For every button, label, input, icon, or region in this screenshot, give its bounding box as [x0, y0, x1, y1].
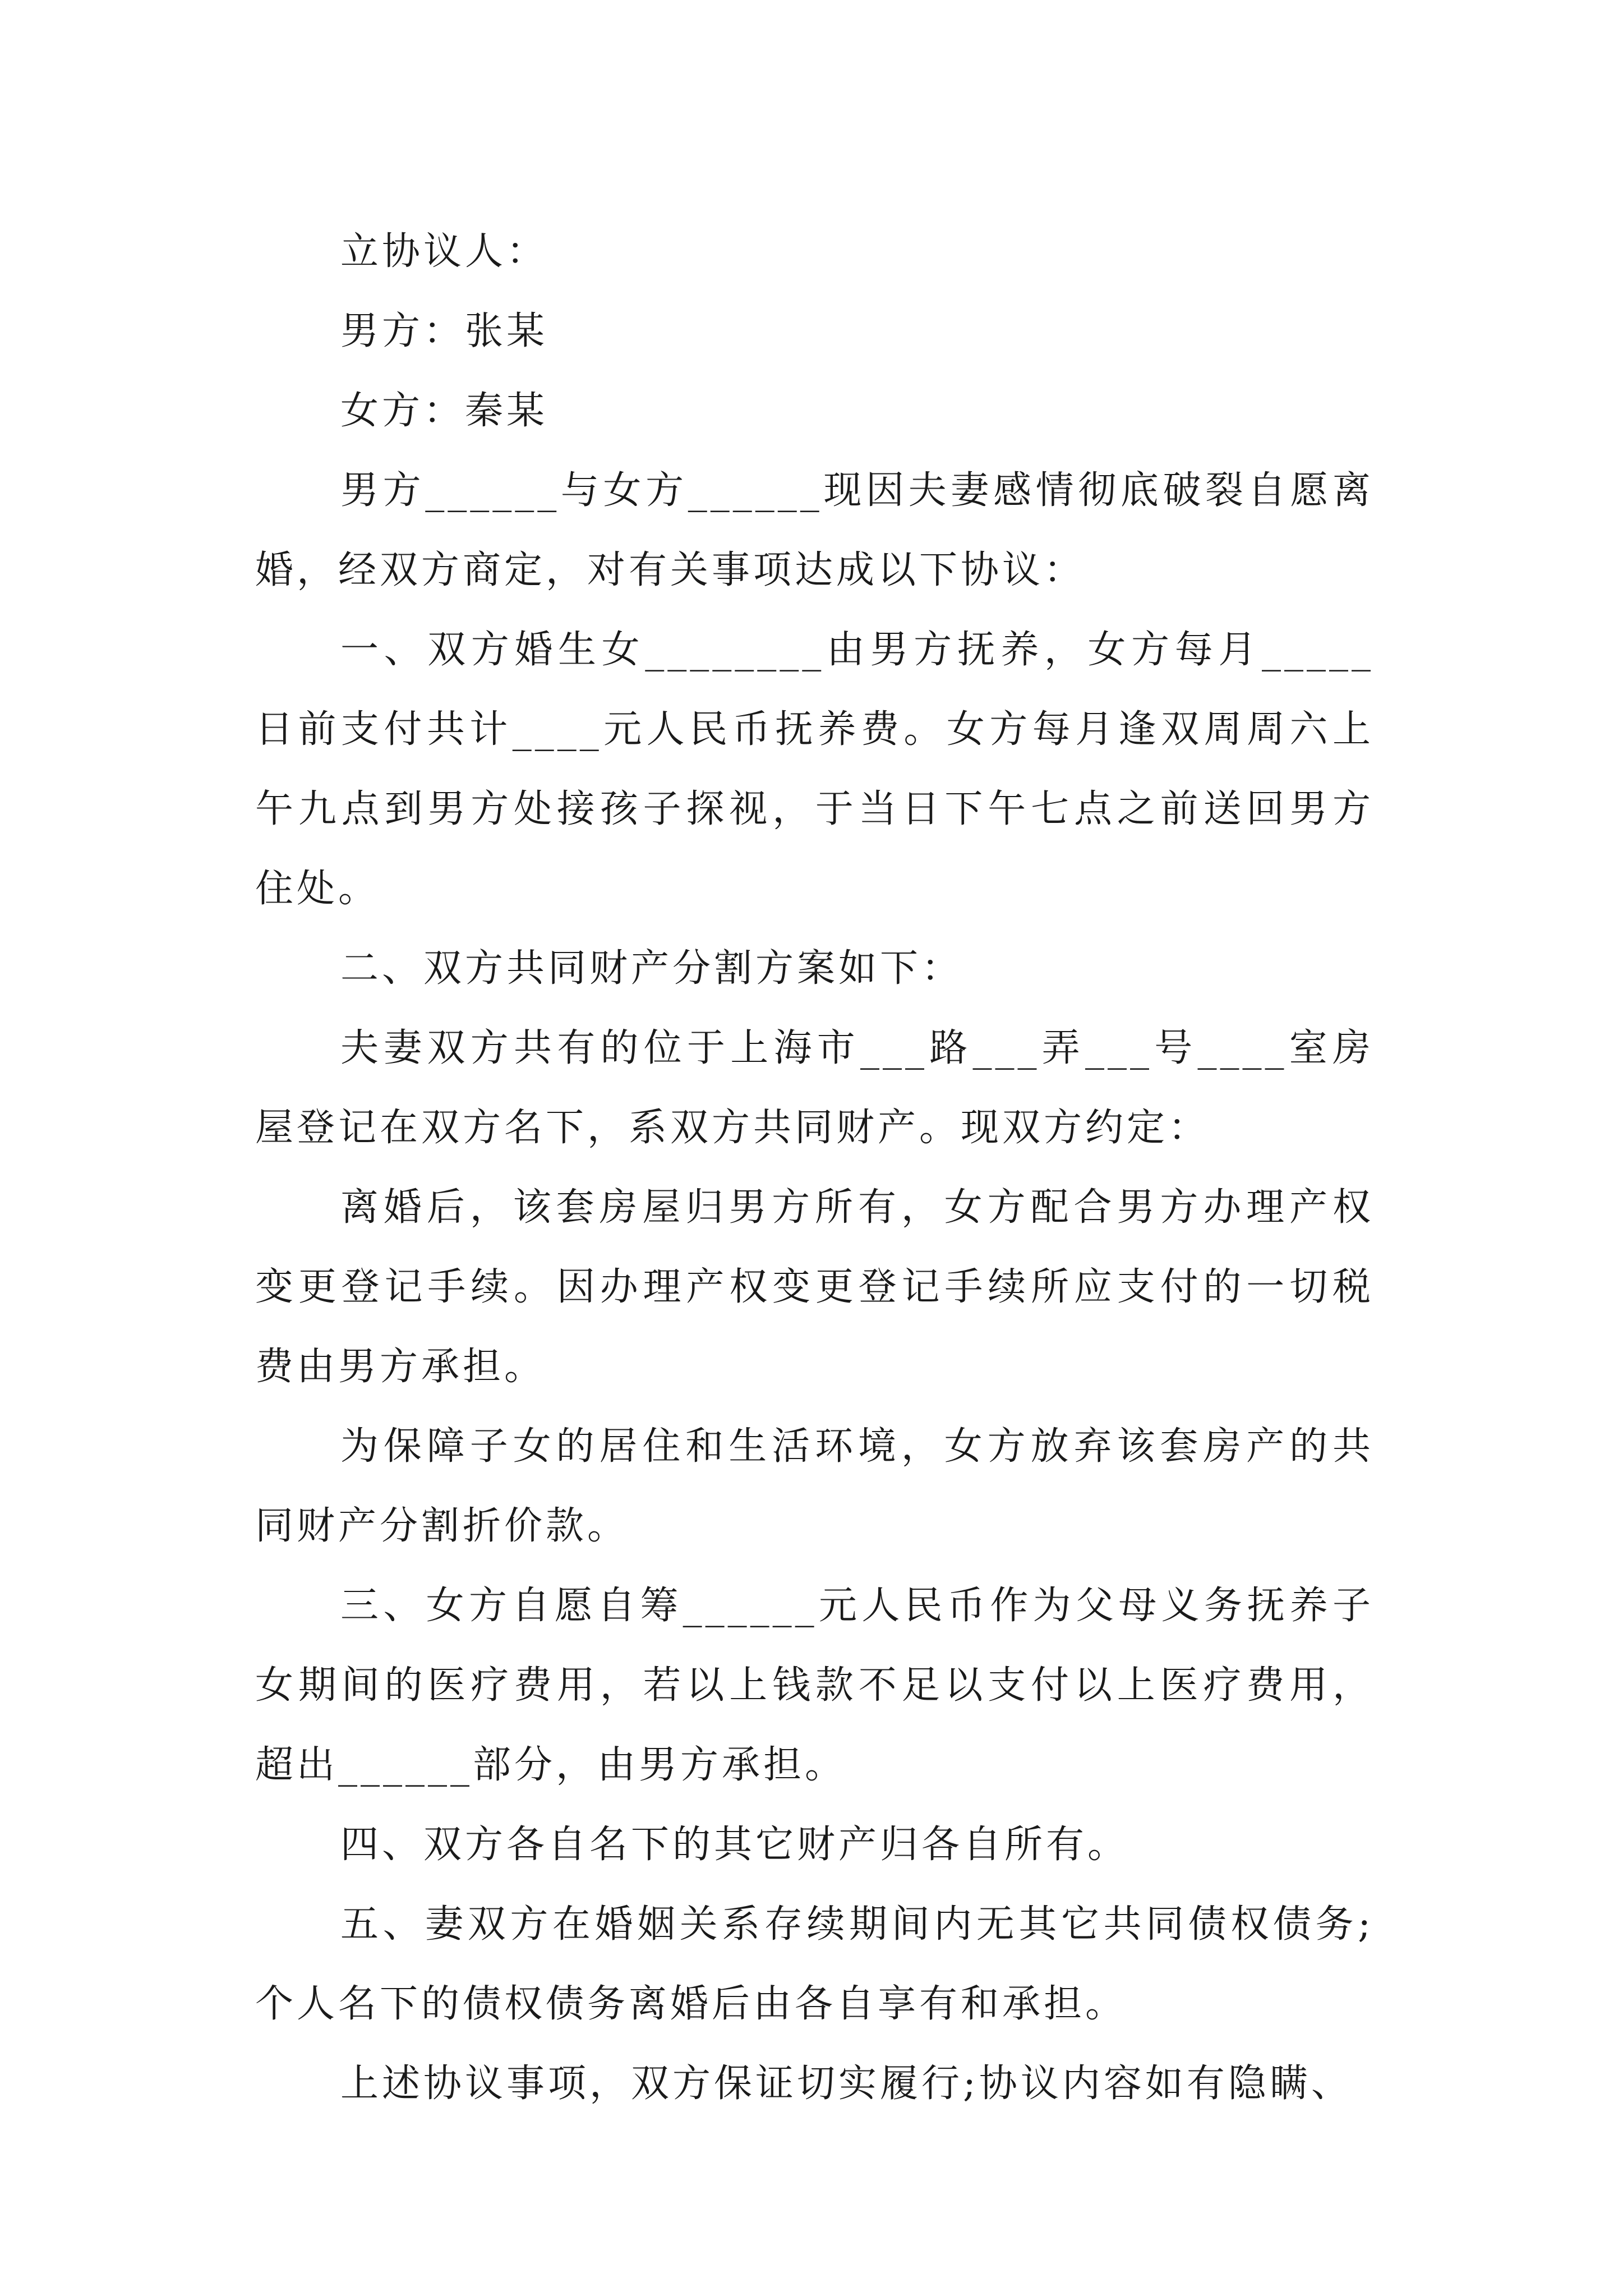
- clause-2-waiver: 为保障子女的居住和生活环境，女方放弃该套房产的共同财产分割折价款。: [255, 1424, 1374, 1548]
- male-party-line: 男方：张某: [340, 309, 548, 353]
- agreement-body: [255, 212, 1374, 2124]
- female-party-line: 女方：秦某: [340, 389, 548, 433]
- clause-1-custody: 一、双方婚生女________由男方抚养，女方每月_____日前支付共计____元人民币抚养费。女方每月逢双周周六上午九点到男方处接孩子探视，于当日下午七点之前送回男方住处。: [255, 628, 1374, 911]
- closing-paragraph: 上述协议事项，双方保证切实履行;协议内容如有隐瞒、: [340, 2062, 1353, 2106]
- clause-5-debts: 五、妻双方在婚姻关系存续期间内无其它共同债权债务;个人名下的债权债务离婚后由各自享有和承担。: [255, 1902, 1374, 2026]
- clause-2-ownership: 离婚后，该套房屋归男方所有，女方配合男方办理产权变更登记手续。因办理产权变更登记手续所应支付的一切税费由男方承担。: [255, 1185, 1374, 1389]
- clause-3-medical: 三、女方自愿自筹______元人民币作为父母义务抚养子女期间的医疗费用，若以上钱款不足以支付以上医疗费用，超出______部分，由男方承担。: [255, 1584, 1374, 1787]
- parties-header: 立协议人：: [340, 229, 548, 274]
- intro-paragraph: 男方______与女方______现因夫妻感情彻底破裂自愿离婚，经双方商定，对有关事项达成以下协议：: [255, 468, 1374, 592]
- clause-2-property: 夫妻双方共有的位于上海市___路___弄___号____室房屋登记在双方名下，系双方共同财产。现双方约定：: [255, 1026, 1374, 1150]
- clause-2-heading: 二、双方共同财产分割方案如下：: [340, 946, 963, 991]
- clause-4-other-property: 四、双方各自名下的其它财产归各自所有。: [340, 1823, 1129, 1867]
